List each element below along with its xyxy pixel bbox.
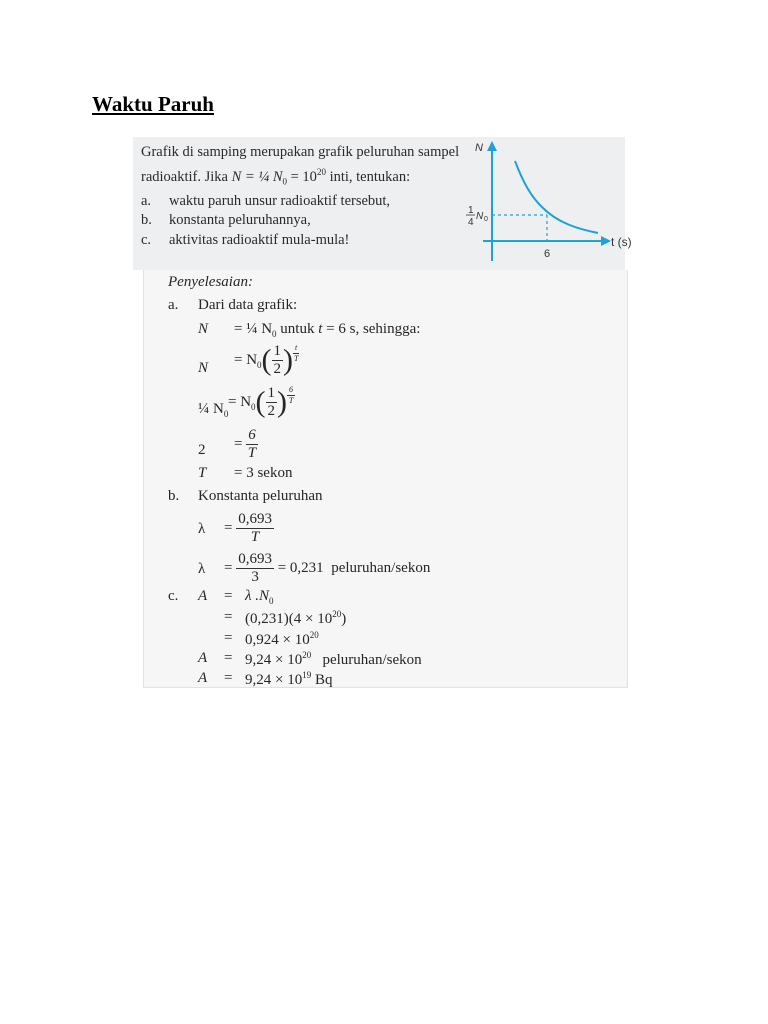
line12-eq: = bbox=[224, 670, 233, 686]
line12-rhs: $9,24 \times 10^{19}$ Bq bbox=[245, 670, 333, 688]
line2-rhs: = $N_0$( $\frac{1}{2}$ ) $^{\frac{t}{T}}$ bbox=[234, 343, 299, 377]
part-b-label: b. bbox=[168, 488, 180, 504]
problem-text bbox=[141, 143, 461, 250]
option-a: a. waktu paruh unsur radioaktif tersebut, bbox=[141, 192, 391, 209]
option-b: b. konstanta peluruhannya, bbox=[141, 212, 311, 229]
part-a-title: Dari data grafik: bbox=[198, 297, 298, 313]
line11-eq: = bbox=[224, 650, 233, 666]
x-mark: 6 bbox=[544, 248, 551, 260]
line1-lhs: N bbox=[198, 321, 209, 337]
line3-rhs: = $N_0$( $\frac{1}{2}$ ) $^{\frac{6}{T}}$ bbox=[228, 385, 294, 419]
option-c: c. aktivitas radioaktif mula-mula! bbox=[141, 231, 350, 248]
x-axis-label: t (s) bbox=[611, 235, 632, 249]
y-mark-subscript: 0 bbox=[484, 216, 488, 223]
line5-lhs: T bbox=[198, 465, 207, 481]
line9-rhs: $(0,231)(4 \times 10^{20})$ bbox=[245, 609, 347, 627]
x-axis-arrow bbox=[601, 236, 611, 246]
line3-lhs: ¼ $N_0$ bbox=[198, 401, 229, 419]
line11-rhs: $9,24 \times 10^{20}$ peluruhan/sekon bbox=[245, 650, 422, 668]
line10-eq: = bbox=[224, 630, 233, 646]
line5-rhs: = 3 sekon bbox=[234, 465, 293, 481]
y-mark-symbol: N bbox=[476, 211, 484, 222]
line1-rhs: = ¼ $N_0$ untuk t = 6 s, sehingga: bbox=[234, 321, 421, 339]
part-a-label: a. bbox=[168, 297, 179, 313]
line10-rhs: $0,924 \times 10^{20}$ bbox=[245, 630, 319, 648]
line8-rhs: λ $.N_0$ bbox=[245, 588, 274, 606]
problem-box bbox=[133, 137, 632, 270]
page-title: Waktu Paruh bbox=[92, 92, 214, 116]
y-mark-numerator: 1 bbox=[468, 205, 474, 216]
part-b-title: Konstanta peluruhan bbox=[198, 488, 323, 504]
line12-lhs: A bbox=[198, 670, 208, 686]
solution-heading: Penyelesaian: bbox=[168, 274, 253, 290]
intro-equation: N = ¼ N bbox=[231, 168, 283, 185]
line7-rhs: = $\frac{0,693}{3}$ = 0,231 peluruhan/sekon bbox=[224, 551, 431, 585]
line8-eq: = bbox=[224, 588, 233, 604]
line2-lhs: N bbox=[198, 360, 209, 376]
decay-curve bbox=[515, 161, 598, 233]
solution-box bbox=[143, 270, 628, 688]
line4-rhs: = $\frac{6}{T}$ bbox=[234, 427, 257, 461]
line8-lhs: A bbox=[198, 588, 208, 604]
y-mark-denominator: 4 bbox=[468, 217, 474, 228]
line6-lhs: λ bbox=[198, 521, 206, 537]
part-c-label: c. bbox=[168, 588, 179, 604]
line7-lhs: λ bbox=[198, 561, 206, 577]
line4-lhs: 2 bbox=[198, 442, 206, 458]
problem-intro: Grafik di samping merupakan grafik peluruhan sampel radioaktif. Jika N = ¼ $N_0 = 10^{20}$ inti, tentukan: bbox=[141, 144, 460, 187]
y-axis-arrow bbox=[487, 141, 497, 151]
y-axis-label: N bbox=[475, 142, 483, 154]
line6-rhs: = $\frac{0,693}{T}$ bbox=[224, 511, 272, 545]
decay-graph bbox=[463, 137, 632, 270]
line9-eq: = bbox=[224, 609, 233, 625]
line11-lhs: A bbox=[198, 650, 208, 666]
